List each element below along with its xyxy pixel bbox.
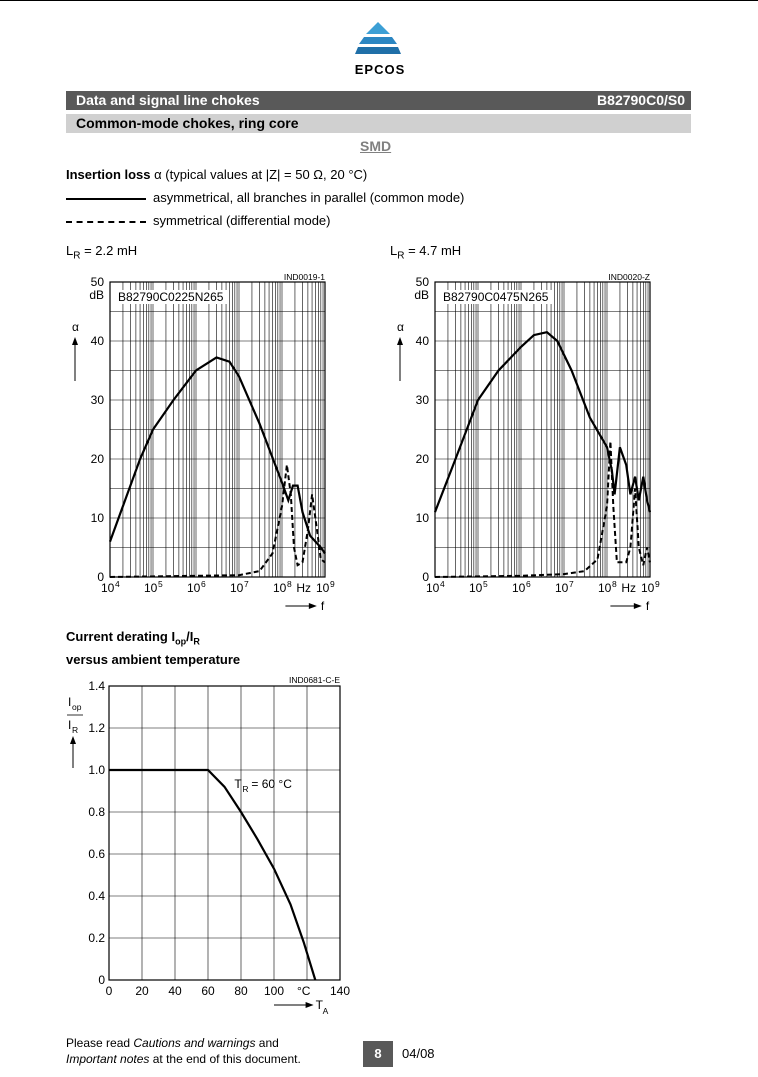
chart1-yunit: dB (89, 288, 104, 302)
chart3-derating-curve (109, 770, 315, 980)
legend-solid-line (66, 198, 146, 200)
footer-line1 (66, 1035, 301, 1051)
alpha-symbol: α (154, 167, 162, 182)
chart3-ytick: 1.4 (88, 679, 105, 693)
chart3-xlabel-sub: A (322, 1006, 329, 1016)
chart2-xtick: 10 (555, 581, 569, 595)
doc-date: 04/08 (402, 1046, 435, 1061)
chart2-caption-sub: R (397, 250, 405, 262)
chart3-xunit: °C (296, 984, 311, 998)
legend-dashed-line (66, 221, 146, 223)
chart1-ytick: 20 (90, 452, 104, 466)
legend-dashed-label: symmetrical (differential mode) (153, 213, 331, 228)
chart1-xtick-exp: 4 (115, 579, 120, 589)
chart1-xtick: 10 (187, 581, 201, 595)
chart2-xunit: Hz (621, 581, 637, 595)
chart1-xtick-exp: 9 (330, 579, 335, 589)
derating-heading-mid: /I (186, 629, 194, 644)
page-number: 8 (363, 1041, 393, 1067)
chart3-figure-id: IND0681-C-E (288, 675, 340, 685)
chart2-xtick: 10 (641, 581, 655, 595)
chart3-ytick: 0.6 (88, 847, 105, 861)
insertion-loss-title: Insertion loss (66, 167, 151, 182)
footer-line2 (66, 1051, 301, 1067)
chart3-ylabel-top-sub: op (72, 702, 82, 712)
chart3-xtick: 40 (168, 984, 182, 998)
chart3-ytick: 1.0 (88, 763, 105, 777)
chart1-caption (66, 243, 137, 262)
chart2-ytick: 10 (415, 511, 429, 525)
derating-heading-sub1: op (175, 636, 187, 647)
footer-line1-plain: Please read (66, 1036, 134, 1050)
chart1-ytick: 0 (97, 570, 104, 584)
chart3-ytick: 0.2 (88, 931, 105, 945)
chart3-ytick: 0.8 (88, 805, 105, 819)
chart3-xlabel: T (315, 998, 323, 1012)
top-rule (0, 0, 758, 1)
important-notes-link[interactable]: Important notes (66, 1052, 150, 1066)
chart1-xtick: 10 (273, 581, 287, 595)
chart1-xtick: 10 (316, 581, 330, 595)
chart2-xtick: 10 (512, 581, 526, 595)
chart3-xtick: 20 (135, 984, 149, 998)
chart3-grid (109, 686, 340, 980)
chart3-ylabel-bottom-sub: R (72, 725, 79, 735)
chart2-xtick-exp: 6 (526, 579, 531, 589)
chart1-ytick: 40 (90, 334, 104, 348)
subtitle-bar (66, 114, 691, 133)
chart3-ylabel-top: I (68, 695, 72, 709)
chart1-caption-l: L (66, 243, 74, 258)
chart3-ytick: 1.2 (88, 721, 105, 735)
chart2-yarrow-head (397, 337, 403, 345)
chart2-ytick: 50 (415, 275, 429, 289)
chart3-xtick: 140 (329, 984, 351, 998)
chart1-xtick-exp: 5 (158, 579, 163, 589)
chart3-xtick: 0 (105, 984, 113, 998)
chart2-caption-value: = 4.7 mH (408, 243, 462, 258)
chart3-annotation: T (234, 776, 242, 791)
chart1-xtick: 10 (101, 581, 115, 595)
chart2-ytick: 20 (415, 452, 429, 466)
derating-heading (66, 628, 240, 668)
brand-name: EPCOS (354, 62, 406, 77)
chart1-xunit: Hz (296, 581, 312, 595)
chart2-caption-l: L (390, 243, 398, 258)
chart2-ylabel: α (397, 320, 404, 334)
chart2-xtick-exp: 7 (569, 579, 574, 589)
insertion-loss-conditions: (typical values at |Z| = 50 Ω, 20 °C) (165, 167, 368, 182)
footer-line1-end: and (255, 1036, 279, 1050)
chart2-xtick: 10 (598, 581, 612, 595)
chart2-ytick: 40 (415, 334, 429, 348)
chart1-xtick: 10 (230, 581, 244, 595)
chart1-yarrow-head (72, 337, 78, 345)
package-label: SMD (360, 138, 392, 154)
chart1-xtick-exp: 8 (287, 579, 292, 589)
derating-heading-line2: versus ambient temperature (66, 651, 241, 667)
chart3-frame (109, 686, 340, 980)
legend-solid-label: asymmetrical, all branches in parallel (common mode) (153, 190, 465, 205)
chart2-caption (390, 243, 461, 262)
chart3-ylabel-bottom: I (68, 718, 72, 732)
chart1-title: B82790C0225N265 (118, 290, 224, 304)
chart3-xtick: 80 (234, 984, 248, 998)
chart2-xtick-exp: 9 (655, 579, 660, 589)
chart1-xarrow-head (309, 603, 317, 609)
chart1-ytick: 30 (90, 393, 104, 407)
chart1-xtick: 10 (144, 581, 158, 595)
chart3-ytick: 0 (98, 973, 105, 987)
chart3-annotation-value: = 60 °C (251, 776, 292, 791)
chart3-ytick: 0.4 (88, 889, 105, 903)
chart2-xlabel: f (645, 599, 650, 613)
chart2-yunit: dB (414, 288, 429, 302)
cautions-link[interactable]: Cautions and warnings (133, 1036, 256, 1050)
chart1-ytick: 10 (90, 511, 104, 525)
chart2-xtick: 10 (469, 581, 483, 595)
chart1-xlabel: f (320, 599, 325, 613)
section-header-bar (66, 91, 691, 110)
chart1-caption-sub: R (73, 250, 81, 262)
chart2-xtick-exp: 5 (483, 579, 488, 589)
chart2-xtick: 10 (426, 581, 440, 595)
derating-heading-sub2: R (193, 636, 200, 647)
insertion-loss-heading (66, 167, 367, 182)
chart1-ytick: 50 (90, 275, 104, 289)
chart1-series-symmetrical (110, 465, 325, 577)
chart1-caption-value: = 2.2 mH (84, 243, 138, 258)
chart1-xtick-exp: 6 (201, 579, 206, 589)
derating-heading-prefix: Current derating I (66, 629, 176, 644)
chart3-xtick: 100 (263, 984, 285, 998)
chart2-title: B82790C0475N265 (443, 290, 549, 304)
chart2-xtick-exp: 4 (440, 579, 445, 589)
section-title: Data and signal line chokes (76, 92, 260, 108)
chart2-figure-id: IND0020-Z (608, 272, 650, 282)
chart2-series-asymmetrical (435, 332, 650, 512)
epcos-logo-icon (355, 20, 401, 60)
subtitle: Common-mode chokes, ring core (76, 115, 299, 131)
chart1-figure-id: IND0019-1 (283, 272, 325, 282)
chart2-ytick: 0 (422, 570, 429, 584)
chart3-yarrow-head (70, 736, 76, 744)
current-derating-chart (60, 672, 360, 1027)
chart3-annotation-sub: R (242, 783, 249, 794)
insertion-loss-chart-4-7mh (385, 270, 685, 615)
footer-line2-end: at the end of this document. (149, 1052, 301, 1066)
chart1-ylabel: α (72, 320, 79, 334)
chart2-ytick: 30 (415, 393, 429, 407)
chart3-xtick: 60 (201, 984, 215, 998)
footer-note (66, 1035, 301, 1067)
chart2-xarrow-head (634, 603, 642, 609)
chart2-xtick-exp: 8 (612, 579, 617, 589)
chart1-xtick-exp: 7 (244, 579, 249, 589)
derating-heading-line1 (66, 628, 240, 651)
insertion-loss-chart-2-2mh (60, 270, 360, 615)
part-number: B82790C0/S0 (597, 92, 685, 108)
chart3-xarrow-head (306, 1002, 314, 1008)
